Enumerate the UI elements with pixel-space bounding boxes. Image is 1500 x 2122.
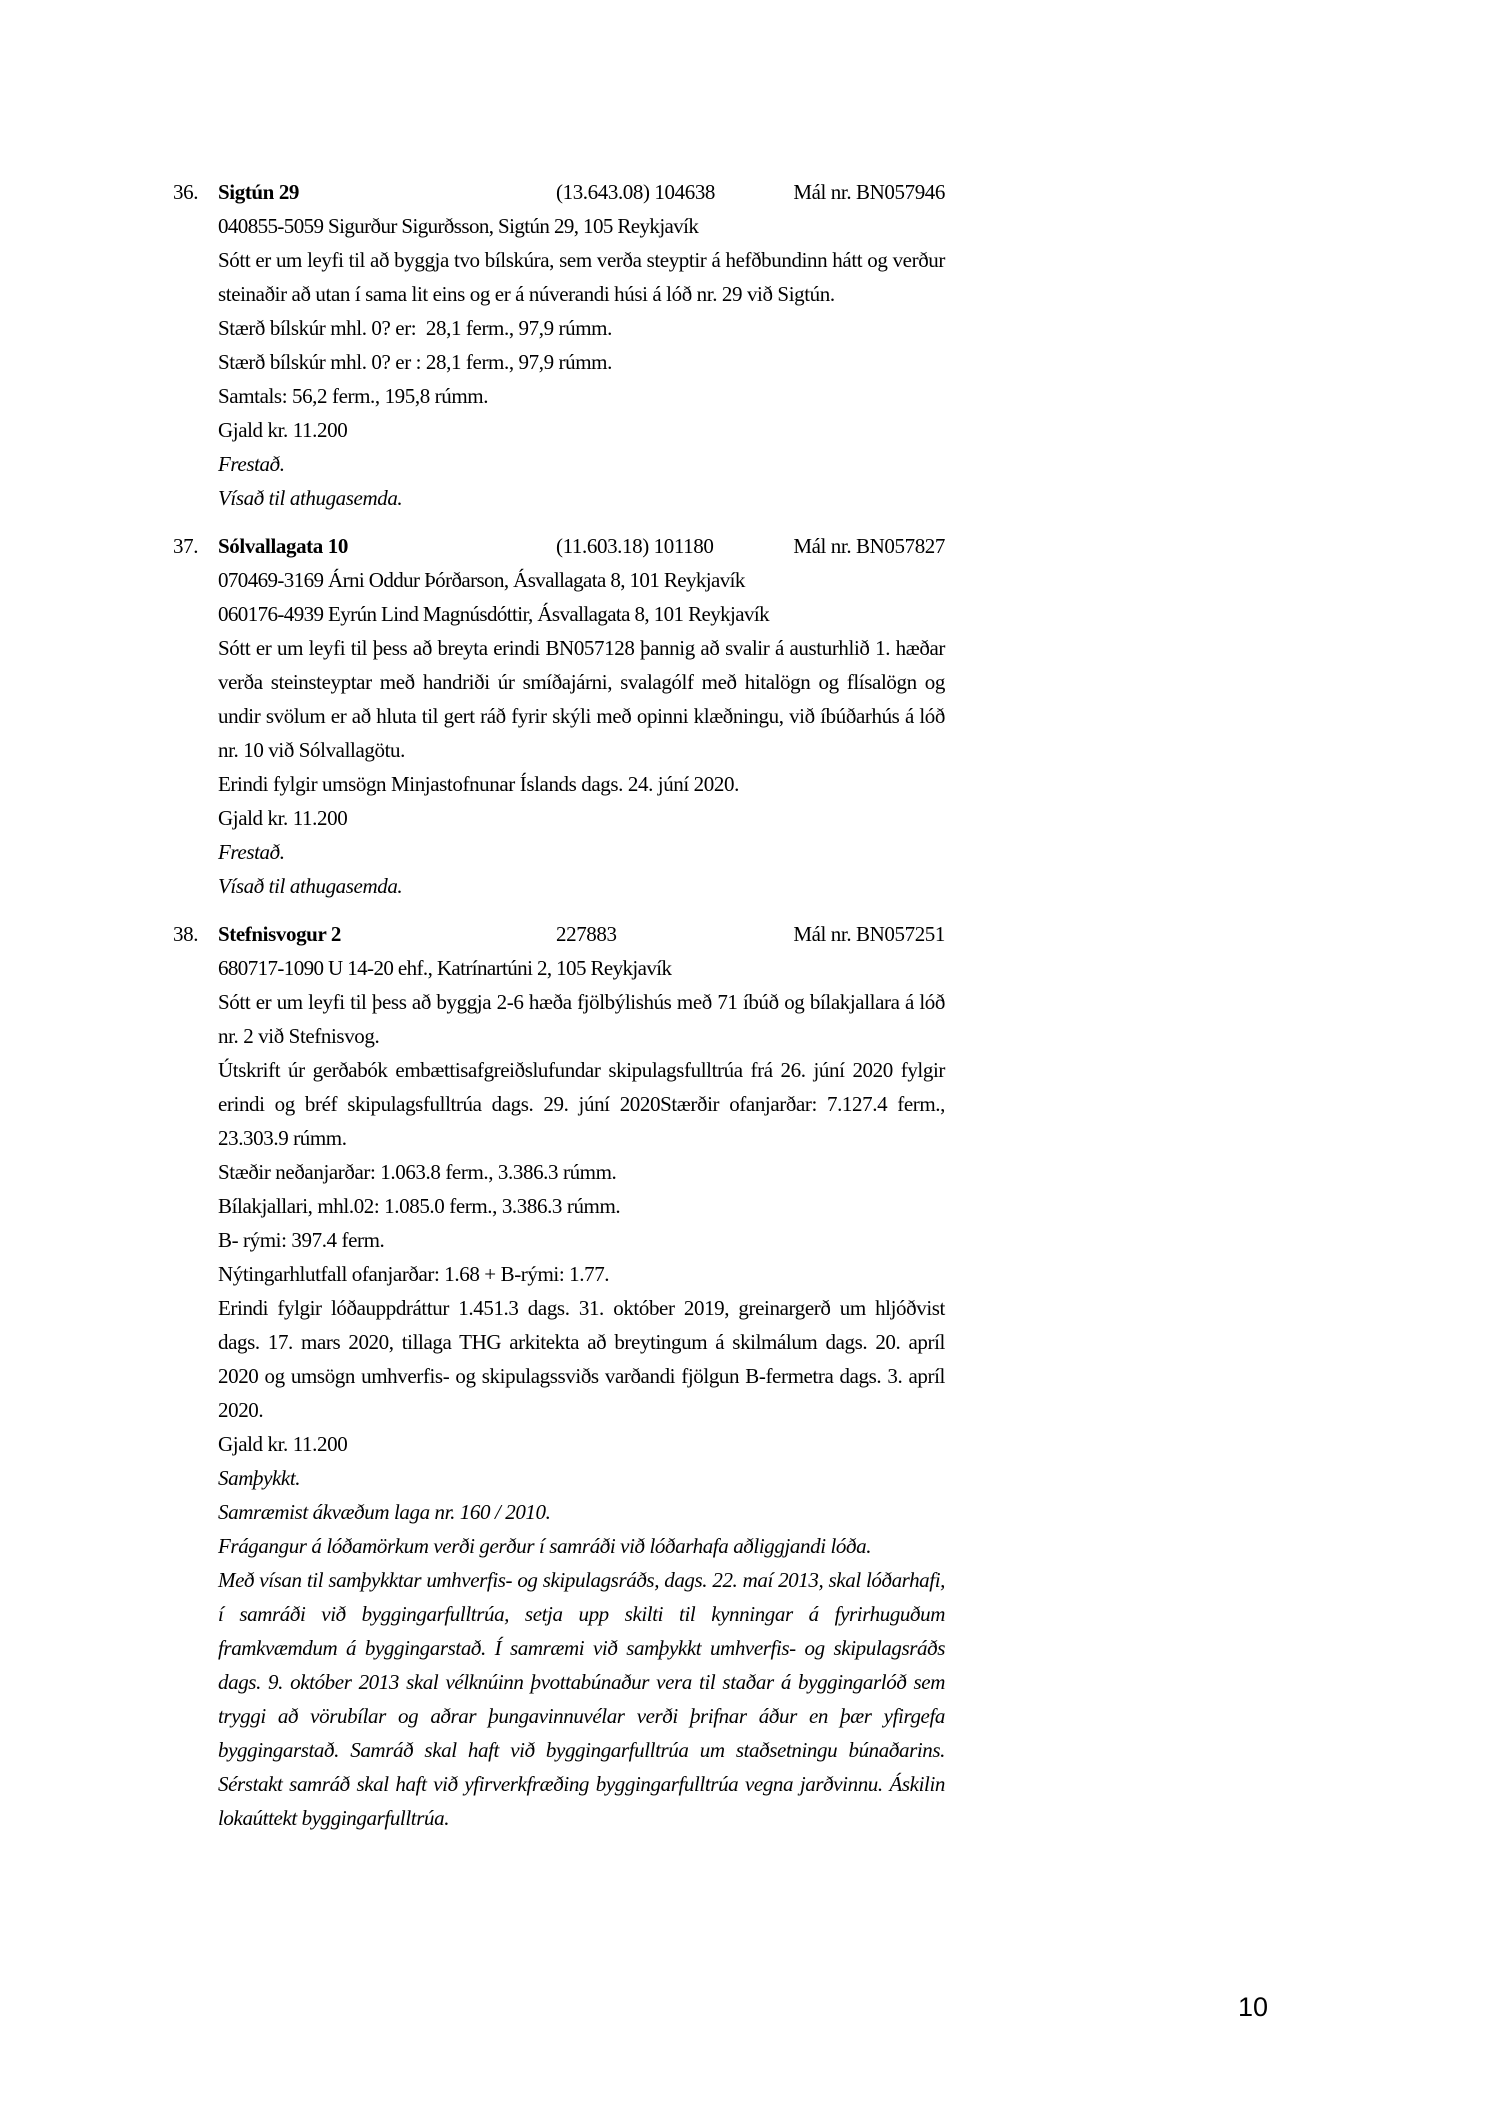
size-line: B- rými: 397.4 ferm. xyxy=(218,1228,385,1252)
case-header xyxy=(218,175,945,209)
case-reference: (11.603.18) 101180 xyxy=(556,534,714,558)
size-total-line: Samtals: 56,2 ferm., 195,8 rúmm. xyxy=(218,384,489,408)
fee-line: Gjald kr. 11.200 xyxy=(218,418,348,442)
case-title: Sigtún 29 xyxy=(218,180,300,204)
case-id: Mál nr. BN057827 xyxy=(793,534,945,558)
owner-line: 060176-4939 Eyrún Lind Magnúsdóttir, Ásvallagata 8, 101 Reykjavík xyxy=(218,602,769,626)
fee-line: Gjald kr. 11.200 xyxy=(218,1432,348,1456)
case-number: 38. xyxy=(173,922,199,946)
size-line: Stærð bílskúr mhl. 0? er : 28,1 ferm., 97,9 rúmm. xyxy=(218,350,612,374)
decision-paragraph: Með vísan til samþykktar umhverfis- og skipulagsráðs, dags. 22. maí 2013, skal lóðarhafi, í samráði við byggingarfulltrúa, setja upp skilti til kynningar á fyrirhuguðum framkvæmdum á byggingarstað. Í samræmi við samþykkt umhverfis- og skipulagsráðs dags. 9. október 2013 skal vélknúinn þvottabúnaður vera til staðar á byggingarlóð sem tryggi að vörubílar og aðrar þungavinnuvélar verði þrifnar áður en þær yfirgefa byggingarstað. Samráð skal haft við byggingarfulltrúa um staðsetningu búnaðarins. Sérstakt samráð skal haft við yfirverkfræðing byggingarfulltrúa vegna jarðvinnu. Áskilin lokaúttekt byggingarfulltrúa. xyxy=(218,1568,945,1830)
size-line: Stærð bílskúr mhl. 0? er: 28,1 ferm., 97,9 rúmm. xyxy=(218,316,612,340)
description-paragraph: Sótt er um leyfi til þess að byggja 2-6 hæða fjölbýlishús með 71 íbúð og bílakjallara á lóð nr. 2 við Stefnisvog. xyxy=(218,990,945,1048)
description-paragraph: Sótt er um leyfi til þess að breyta erindi BN057128 þannig að svalir á austurhlið 1. hæðar verða steinsteyptar með handriði úr smíðajárni, svalagólf með hitalögn og flísalögn og undir svölum er að hluta til gert ráð fyrir skýli með opinni klæðningu, við íbúðarhús á lóð nr. 10 við Sólvallagötu. xyxy=(218,636,945,762)
size-line: Stæðir neðanjarðar: 1.063.8 ferm., 3.386.3 rúmm. xyxy=(218,1160,617,1184)
case-reference: 227883 xyxy=(556,922,617,946)
owner-line: 680717-1090 U 14-20 ehf., Katrínartúni 2, 105 Reykjavík xyxy=(218,956,672,980)
size-line: Bílakjallari, mhl.02: 1.085.0 ferm., 3.386.3 rúmm. xyxy=(218,1194,621,1218)
case-title: Stefnisvogur 2 xyxy=(218,922,341,946)
decision-line: Vísað til athugasemda. xyxy=(218,874,403,898)
case-item-37 xyxy=(173,529,945,903)
case-header xyxy=(218,529,945,563)
decision-line: Frestað. xyxy=(218,840,285,864)
case-id: Mál nr. BN057251 xyxy=(793,922,945,946)
case-main xyxy=(218,529,945,903)
case-item-36 xyxy=(173,175,945,515)
case-reference: (13.643.08) 104638 xyxy=(556,180,716,204)
case-title: Sólvallagata 10 xyxy=(218,534,348,558)
decision-line: Frágangur á lóðamörkum verði gerður í samráði við lóðarhafa aðliggjandi lóða. xyxy=(218,1534,872,1558)
decision-line: Vísað til athugasemda. xyxy=(218,486,403,510)
excerpt-paragraph: Útskrift úr gerðabók embættisafgreiðslufundar skipulagsfulltrúa frá 26. júní 2020 fylgir erindi og bréf skipulagsfulltrúa dags. 29. júní 2020Stærðir ofanjarðar: 7.127.4 ferm., 23.303.9 rúmm. xyxy=(218,1058,945,1150)
case-header xyxy=(218,917,945,951)
decision-line: Samþykkt. xyxy=(218,1466,301,1490)
case-id: Mál nr. BN057946 xyxy=(793,180,945,204)
owner-line: 040855-5059 Sigurður Sigurðsson, Sigtún 29, 105 Reykjavík xyxy=(218,214,699,238)
fee-line: Gjald kr. 11.200 xyxy=(218,806,348,830)
minutes-content xyxy=(173,175,945,1849)
page-number: 10 xyxy=(1238,1992,1269,2022)
case-item-38 xyxy=(173,917,945,1835)
case-number: 37. xyxy=(173,534,199,558)
case-main xyxy=(218,917,945,1835)
owner-line: 070469-3169 Árni Oddur Þórðarson, Ásvallagata 8, 101 Reykjavík xyxy=(218,568,745,592)
attachment-line: Erindi fylgir umsögn Minjastofnunar Íslands dags. 24. júní 2020. xyxy=(218,772,739,796)
decision-line: Samræmist ákvæðum laga nr. 160 / 2010. xyxy=(218,1500,551,1524)
decision-line: Frestað. xyxy=(218,452,285,476)
attachment-paragraph: Erindi fylgir lóðauppdráttur 1.451.3 dags. 31. október 2019, greinargerð um hljóðvist dags. 17. mars 2020, tillaga THG arkitekta að breytingum á skilmálum dags. 20. apríl 2020 og umsögn umhverfis- og skipulagssviðs varðandi fjölgun B-fermetra dags. 3. apríl 2020. xyxy=(218,1296,945,1422)
case-number: 36. xyxy=(173,180,199,204)
case-main xyxy=(218,175,945,515)
description-paragraph: Sótt er um leyfi til að byggja tvo bílskúra, sem verða steyptir á hefðbundinn hátt og verður steinaðir að utan í sama lit eins og er á núverandi húsi á lóð nr. 29 við Sigtún. xyxy=(218,248,945,306)
size-line: Nýtingarhlutfall ofanjarðar: 1.68 + B-rými: 1.77. xyxy=(218,1262,610,1286)
